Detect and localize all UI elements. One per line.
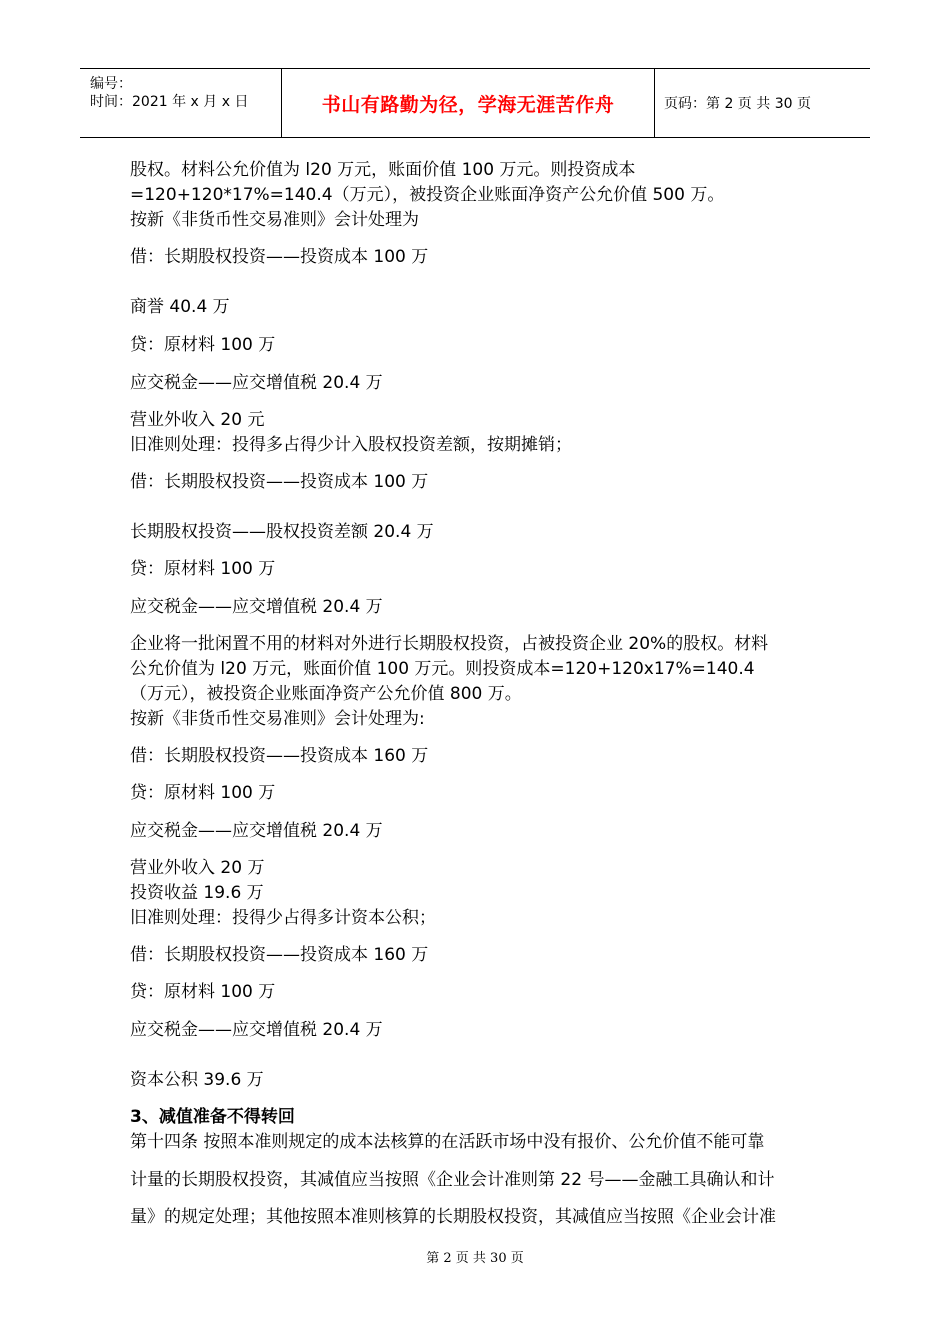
body-line: 投资收益 19.6 万 bbox=[130, 883, 264, 903]
body-line: 旧准则处理：投得多占得少计入股权投资差额，按期摊销； bbox=[130, 435, 572, 455]
body-line: 计量的长期股权投资，其减值应当按照《企业会计准则第 22 号——金融工具确认和计 bbox=[130, 1170, 775, 1190]
body-line: 旧准则处理：投得少占得多计资本公积； bbox=[130, 908, 436, 928]
document-header bbox=[80, 68, 870, 138]
body-line: 按新《非货币性交易准则》会计处理为 bbox=[130, 210, 419, 230]
header-page-cell bbox=[654, 69, 870, 137]
body-line: 第十四条 按照本准则规定的成本法核算的在活跃市场中没有报价、公允价值不能可靠 bbox=[130, 1132, 765, 1152]
body-line: 应交税金——应交增值税 20.4 万 bbox=[130, 1020, 383, 1040]
body-line: 营业外收入 20 万 bbox=[130, 858, 265, 878]
page-footer: 第 2 页 共 30 页 bbox=[426, 1251, 524, 1266]
body-line: 贷：原材料 100 万 bbox=[130, 982, 276, 1002]
body-line: 量》的规定处理；其他按照本准则核算的长期股权投资，其减值应当按照《企业会计准 bbox=[130, 1207, 776, 1227]
body-line: 长期股权投资——股权投资差额 20.4 万 bbox=[130, 522, 434, 542]
body-line: 应交税金——应交增值税 20.4 万 bbox=[130, 821, 383, 841]
body-line: 贷：原材料 100 万 bbox=[130, 783, 276, 803]
body-line: 股权。材料公允价值为 l20 万元，账面价值 100 万元。则投资成本 bbox=[130, 160, 636, 180]
header-motto-cell bbox=[281, 69, 655, 137]
body-line: 企业将一批闲置不用的材料对外进行长期股权投资，占被投资企业 20%的股权。材料 bbox=[130, 634, 769, 654]
body-line: 资本公积 39.6 万 bbox=[130, 1070, 264, 1090]
page-info: 页码：第 2 页 共 30 页 bbox=[664, 96, 811, 112]
body-line: 应交税金——应交增值税 20.4 万 bbox=[130, 373, 383, 393]
body-line: 借：长期股权投资——投资成本 160 万 bbox=[130, 945, 429, 965]
number-label: 编号： bbox=[90, 76, 132, 92]
body-line: 贷：原材料 100 万 bbox=[130, 559, 276, 579]
motto: 书山有路勤为径，学海无涯苦作舟 bbox=[321, 93, 615, 116]
body-line: （万元），被投资企业账面净资产公允价值 800 万。 bbox=[130, 684, 522, 704]
body-line: 按新《非货币性交易准则》会计处理为: bbox=[130, 709, 425, 729]
body-line: 借：长期股权投资——投资成本 160 万 bbox=[130, 746, 429, 766]
body-line: 借：长期股权投资——投资成本 100 万 bbox=[130, 472, 429, 492]
time-label: 时间：2021 年 x 月 x 日 bbox=[90, 94, 249, 110]
body-line: =120+120*17%=140.4（万元），被投资企业账面净资产公允价值 500 万。 bbox=[130, 185, 725, 205]
section-heading: 3、减值准备不得转回 bbox=[130, 1107, 295, 1127]
body-line: 公允价值为 l20 万元，账面价值 100 万元。则投资成本=120+120x17%=140.4 bbox=[130, 659, 755, 679]
body-line: 营业外收入 20 元 bbox=[130, 410, 265, 430]
body-line: 应交税金——应交增值税 20.4 万 bbox=[130, 597, 383, 617]
body-line: 商誉 40.4 万 bbox=[130, 297, 230, 317]
header-left-cell bbox=[80, 69, 281, 137]
body-line: 贷：原材料 100 万 bbox=[130, 335, 276, 355]
body-line: 借：长期股权投资——投资成本 100 万 bbox=[130, 247, 429, 267]
